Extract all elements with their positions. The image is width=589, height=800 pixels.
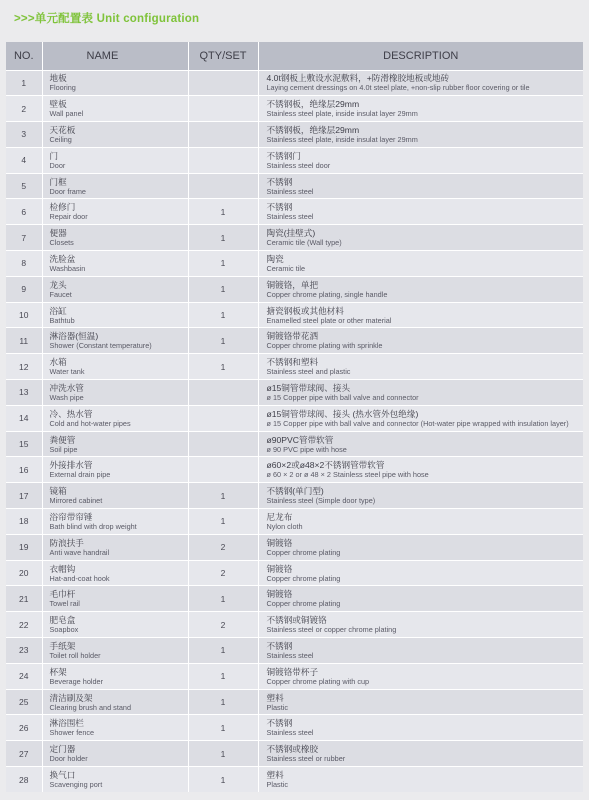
quantity-cell <box>188 96 258 122</box>
quantity-cell: 1 <box>188 663 258 689</box>
description-cell <box>258 96 583 122</box>
quantity-cell: 1 <box>188 225 258 251</box>
description-cell <box>258 251 583 277</box>
description-en: Stainless steel <box>266 728 314 738</box>
quantity-cell: 1 <box>188 638 258 664</box>
row-number-cell: 11 <box>6 328 42 354</box>
quantity-cell <box>188 122 258 148</box>
row-number-cell: 6 <box>6 199 42 225</box>
row-number-cell: 1 <box>6 70 42 96</box>
item-name-cell <box>42 586 188 612</box>
item-name-cn: 冲洗水管 <box>49 382 84 393</box>
row-number-cell: 21 <box>6 586 42 612</box>
description-cell <box>258 276 583 302</box>
item-name-en: Soil pipe <box>49 444 78 454</box>
table-row <box>6 638 583 664</box>
description-cn: 不锈钢板，绝缘层29mm <box>266 99 360 110</box>
item-name-cn: 肥皂盒 <box>49 615 76 626</box>
table-row <box>6 663 583 689</box>
quantity-cell <box>188 457 258 483</box>
quantity-cell <box>188 147 258 173</box>
row-number-cell: 28 <box>6 767 42 793</box>
item-name-cn: 便器 <box>49 228 67 239</box>
description-en: Stainless steel <box>266 212 314 222</box>
description-cn: 铜镀铬 <box>266 563 293 574</box>
row-number-cell: 26 <box>6 715 42 741</box>
quantity-cell <box>188 380 258 406</box>
item-name-cell <box>42 509 188 535</box>
item-name-cell <box>42 534 188 560</box>
table-row <box>6 96 583 122</box>
quantity-cell: 1 <box>188 483 258 509</box>
description-en: Copper chrome plating <box>266 547 341 557</box>
description-en: Stainless steel door <box>266 160 331 170</box>
header-qty: QTY/SET <box>188 42 258 70</box>
description-cn: 塑料 <box>266 770 284 781</box>
item-name-cell <box>42 380 188 406</box>
item-name-cn: 门 <box>49 150 59 161</box>
description-cn: 4.0t钢板上敷设水泥敷料，+防滑橡胶地板或地砖 <box>266 73 450 84</box>
item-name-cn: 杯架 <box>49 666 67 677</box>
description-en: ø 15 Copper pipe with ball valve and connector <box>266 392 419 402</box>
description-en: Copper chrome plating <box>266 599 341 609</box>
description-cell <box>258 715 583 741</box>
item-name-cell <box>42 173 188 199</box>
item-name-cell <box>42 405 188 431</box>
description-en: Copper chrome plating <box>266 573 341 583</box>
description-cell <box>258 70 583 96</box>
quantity-cell: 1 <box>188 199 258 225</box>
item-name-en: Hat-and-coat hook <box>49 573 110 583</box>
item-name-cn: 检修门 <box>49 202 76 213</box>
description-en: Stainless steel plate, inside insulat layer 29mm <box>266 109 418 119</box>
item-name-cn: 淋浴器(恒温) <box>49 331 99 342</box>
description-cell <box>258 767 583 793</box>
quantity-cell: 1 <box>188 715 258 741</box>
description-cn: 铜镀铬 <box>266 589 293 600</box>
row-number-cell: 9 <box>6 276 42 302</box>
table-row <box>6 483 583 509</box>
item-name-cn: 地板 <box>49 73 67 84</box>
description-cell <box>258 405 583 431</box>
description-en: Stainless steel plate, inside insulat layer 29mm <box>266 134 418 144</box>
description-cn: 不锈钢 <box>266 176 293 187</box>
description-cell <box>258 302 583 328</box>
row-number-cell: 19 <box>6 534 42 560</box>
item-name-en: Shower fence <box>49 728 95 738</box>
description-en: Nylon cloth <box>266 521 303 531</box>
description-en: Stainless steel or rubber <box>266 754 346 764</box>
description-cn: 铜镀铬 <box>266 537 293 548</box>
row-number-cell: 17 <box>6 483 42 509</box>
description-cn: 陶瓷 <box>266 253 284 264</box>
item-name-en: Door holder <box>49 754 88 764</box>
description-en: ø 90 PVC pipe with hose <box>266 444 347 454</box>
row-number-cell: 2 <box>6 96 42 122</box>
table-row <box>6 122 583 148</box>
description-cell <box>258 147 583 173</box>
item-name-cell <box>42 122 188 148</box>
item-name-cn: 冷、热水管 <box>49 408 93 419</box>
item-name-cell <box>42 715 188 741</box>
description-cn: 不锈钢或橡胶 <box>266 744 319 755</box>
description-cell <box>258 638 583 664</box>
quantity-cell: 1 <box>188 509 258 535</box>
item-name-cell <box>42 302 188 328</box>
description-cn: ø15铜管带球阀、接头 (热水管外包绝缘) <box>266 408 419 419</box>
item-name-cell <box>42 276 188 302</box>
description-cn: ø15铜管带球阀、接头 <box>266 382 351 393</box>
item-name-cell <box>42 483 188 509</box>
header-description: DESCRIPTION <box>258 42 583 70</box>
description-en: Plastic <box>266 702 288 712</box>
item-name-en: Mirrored cabinet <box>49 496 103 506</box>
item-name-cell <box>42 96 188 122</box>
item-name-cn: 衣帽钩 <box>49 563 76 574</box>
item-name-cn: 手纸架 <box>49 640 76 651</box>
quantity-cell <box>188 173 258 199</box>
description-en: ø 60 × 2 or ø 48 × 2 Stainless steel pipe with hose <box>266 470 429 480</box>
table-row <box>6 225 583 251</box>
description-cn: 铜镀铬，单把 <box>266 279 319 290</box>
description-en: Enamelled steel plate or other material <box>266 315 392 325</box>
item-name-cell <box>42 663 188 689</box>
item-name-cn: 浴帘带帘锤 <box>49 511 93 522</box>
description-cell <box>258 612 583 638</box>
item-name-en: Clearing brush and stand <box>49 702 132 712</box>
description-en: Copper chrome plating with sprinkle <box>266 341 383 351</box>
item-name-en: Ceiling <box>49 134 72 144</box>
item-name-en: External drain pipe <box>49 470 111 480</box>
table-row <box>6 276 583 302</box>
quantity-cell <box>188 431 258 457</box>
quantity-cell: 1 <box>188 276 258 302</box>
table-row <box>6 328 583 354</box>
item-name-en: Beverage holder <box>49 676 104 686</box>
description-cn: 不锈钢或铜镀铬 <box>266 615 327 626</box>
table-row <box>6 302 583 328</box>
item-name-cell <box>42 328 188 354</box>
item-name-cn: 粪便管 <box>49 434 76 445</box>
row-number-cell: 8 <box>6 251 42 277</box>
item-name-cn: 定门器 <box>49 744 76 755</box>
row-number-cell: 7 <box>6 225 42 251</box>
quantity-cell <box>188 405 258 431</box>
description-cn: 不锈钢和塑料 <box>266 357 319 368</box>
item-name-cn: 壁板 <box>49 99 67 110</box>
row-number-cell: 20 <box>6 560 42 586</box>
item-name-en: Towel rail <box>49 599 80 609</box>
table-row <box>6 251 583 277</box>
item-name-en: Washbasin <box>49 263 86 273</box>
item-name-cn: 防浪扶手 <box>49 537 84 548</box>
description-cn: 不锈钢门 <box>266 150 301 161</box>
item-name-cell <box>42 147 188 173</box>
quantity-cell: 2 <box>188 612 258 638</box>
quantity-cell: 1 <box>188 354 258 380</box>
table-row <box>6 431 583 457</box>
quantity-cell: 1 <box>188 689 258 715</box>
item-name-en: Door frame <box>49 186 86 196</box>
table-header-row <box>6 42 583 70</box>
item-name-cn: 换气口 <box>49 770 76 781</box>
quantity-cell: 1 <box>188 328 258 354</box>
description-cell <box>258 354 583 380</box>
quantity-cell: 2 <box>188 560 258 586</box>
quantity-cell: 2 <box>188 534 258 560</box>
description-cn: 陶瓷(挂壁式) <box>266 228 316 239</box>
table-row <box>6 560 583 586</box>
quantity-cell: 1 <box>188 586 258 612</box>
header-name: NAME <box>42 42 188 70</box>
item-name-cn: 镜箱 <box>49 486 67 497</box>
table-row <box>6 689 583 715</box>
description-en: Plastic <box>266 780 288 790</box>
table-row <box>6 767 583 793</box>
item-name-cell <box>42 354 188 380</box>
description-cn: 塑料 <box>266 692 284 703</box>
table-row <box>6 199 583 225</box>
item-name-cn: 龙头 <box>49 279 67 290</box>
description-cell <box>258 431 583 457</box>
item-name-en: Soapbox <box>49 625 79 635</box>
item-name-cn: 清洁刷及架 <box>49 692 93 703</box>
row-number-cell: 4 <box>6 147 42 173</box>
header-no: NO. <box>6 42 42 70</box>
description-cell <box>258 199 583 225</box>
description-cell <box>258 741 583 767</box>
item-name-cn: 天花板 <box>49 124 76 135</box>
table-row <box>6 405 583 431</box>
description-en: Ceramic tile <box>266 263 306 273</box>
table-row <box>6 173 583 199</box>
item-name-cell <box>42 431 188 457</box>
item-name-en: Wash pipe <box>49 392 84 402</box>
item-name-en: Closets <box>49 238 74 248</box>
item-name-cn: 淋浴围栏 <box>49 718 84 729</box>
description-en: Stainless steel <box>266 650 314 660</box>
description-cn: 不锈钢(单门型) <box>266 486 324 497</box>
row-number-cell: 25 <box>6 689 42 715</box>
quantity-cell: 1 <box>188 767 258 793</box>
description-en: Copper chrome plating with cup <box>266 676 370 686</box>
description-cell <box>258 586 583 612</box>
quantity-cell: 1 <box>188 251 258 277</box>
table-row <box>6 147 583 173</box>
description-cell <box>258 689 583 715</box>
description-cn: 不锈钢板，绝缘层29mm <box>266 124 360 135</box>
row-number-cell: 5 <box>6 173 42 199</box>
description-en: Laying cement dressings on 4.0t steel plate, +non-slip rubber floor covering or tile <box>266 83 530 93</box>
item-name-en: Scavenging port <box>49 780 103 790</box>
row-number-cell: 16 <box>6 457 42 483</box>
row-number-cell: 22 <box>6 612 42 638</box>
page-title: >>>单元配置表 Unit configuration <box>14 13 200 25</box>
row-number-cell: 23 <box>6 638 42 664</box>
description-en: ø 15 Copper pipe with ball valve and connector (Hot-water pipe wrapped with insulation layer) <box>266 418 569 428</box>
description-en: Copper chrome plating, single handle <box>266 289 388 299</box>
unit-configuration-table <box>6 42 583 792</box>
row-number-cell: 12 <box>6 354 42 380</box>
item-name-en: Toilet roll holder <box>49 650 101 660</box>
item-name-en: Repair door <box>49 212 88 222</box>
description-cell <box>258 483 583 509</box>
item-name-en: Bath blind with drop weight <box>49 521 137 531</box>
description-cell <box>258 380 583 406</box>
row-number-cell: 14 <box>6 405 42 431</box>
item-name-en: Door <box>49 160 66 170</box>
item-name-en: Water tank <box>49 367 85 377</box>
table-row <box>6 741 583 767</box>
row-number-cell: 13 <box>6 380 42 406</box>
row-number-cell: 15 <box>6 431 42 457</box>
item-name-cn: 毛巾杆 <box>49 589 76 600</box>
item-name-cell <box>42 251 188 277</box>
description-cn: ø60×2或ø48×2不锈钢管带软管 <box>266 460 385 471</box>
item-name-cell <box>42 70 188 96</box>
item-name-en: Wall panel <box>49 109 84 119</box>
description-en: Stainless steel (Simple door type) <box>266 496 376 506</box>
item-name-cn: 浴缸 <box>49 305 67 316</box>
item-name-en: Flooring <box>49 83 76 93</box>
table-row <box>6 534 583 560</box>
description-cell <box>258 560 583 586</box>
item-name-cell <box>42 457 188 483</box>
item-name-cell <box>42 560 188 586</box>
table-row <box>6 70 583 96</box>
item-name-cn: 门框 <box>49 176 67 187</box>
table-row <box>6 715 583 741</box>
item-name-cell <box>42 741 188 767</box>
row-number-cell: 18 <box>6 509 42 535</box>
quantity-cell: 1 <box>188 302 258 328</box>
description-cell <box>258 328 583 354</box>
row-number-cell: 27 <box>6 741 42 767</box>
description-cn: 不锈钢 <box>266 640 293 651</box>
item-name-cell <box>42 638 188 664</box>
quantity-cell: 1 <box>188 741 258 767</box>
item-name-en: Cold and hot-water pipes <box>49 418 131 428</box>
item-name-cell <box>42 689 188 715</box>
description-cell <box>258 534 583 560</box>
description-cn: 铜镀铬带杯子 <box>266 666 319 677</box>
item-name-cell <box>42 767 188 793</box>
description-cn: 搪瓷钢板或其他材料 <box>266 305 344 316</box>
item-name-en: Anti wave handrail <box>49 547 110 557</box>
description-cell <box>258 663 583 689</box>
description-cell <box>258 122 583 148</box>
description-cn: ø90PVC管带软管 <box>266 434 334 445</box>
description-cell <box>258 225 583 251</box>
item-name-cell <box>42 225 188 251</box>
table-row <box>6 354 583 380</box>
description-cn: 铜镀铬带花洒 <box>266 331 319 342</box>
table-row <box>6 509 583 535</box>
description-cn: 不锈钢 <box>266 718 293 729</box>
description-cn: 不锈钢 <box>266 202 293 213</box>
table-row <box>6 586 583 612</box>
description-cn: 尼龙布 <box>266 511 293 522</box>
item-name-en: Shower (Constant temperature) <box>49 341 152 351</box>
item-name-cn: 洗脸盆 <box>49 253 76 264</box>
description-cell <box>258 509 583 535</box>
description-en: Stainless steel <box>266 186 314 196</box>
description-en: Stainless steel or copper chrome plating <box>266 625 397 635</box>
item-name-en: Faucet <box>49 289 72 299</box>
description-en: Stainless steel and plastic <box>266 367 351 377</box>
item-name-cell <box>42 199 188 225</box>
item-name-cn: 水箱 <box>49 357 67 368</box>
row-number-cell: 3 <box>6 122 42 148</box>
description-cell <box>258 457 583 483</box>
item-name-en: Bathtub <box>49 315 75 325</box>
quantity-cell <box>188 70 258 96</box>
description-en: Ceramic tile (Wall type) <box>266 238 342 248</box>
row-number-cell: 24 <box>6 663 42 689</box>
table-row <box>6 380 583 406</box>
description-cell <box>258 173 583 199</box>
item-name-cn: 外接排水管 <box>49 460 93 471</box>
table-row <box>6 457 583 483</box>
item-name-cell <box>42 612 188 638</box>
table-row <box>6 612 583 638</box>
row-number-cell: 10 <box>6 302 42 328</box>
